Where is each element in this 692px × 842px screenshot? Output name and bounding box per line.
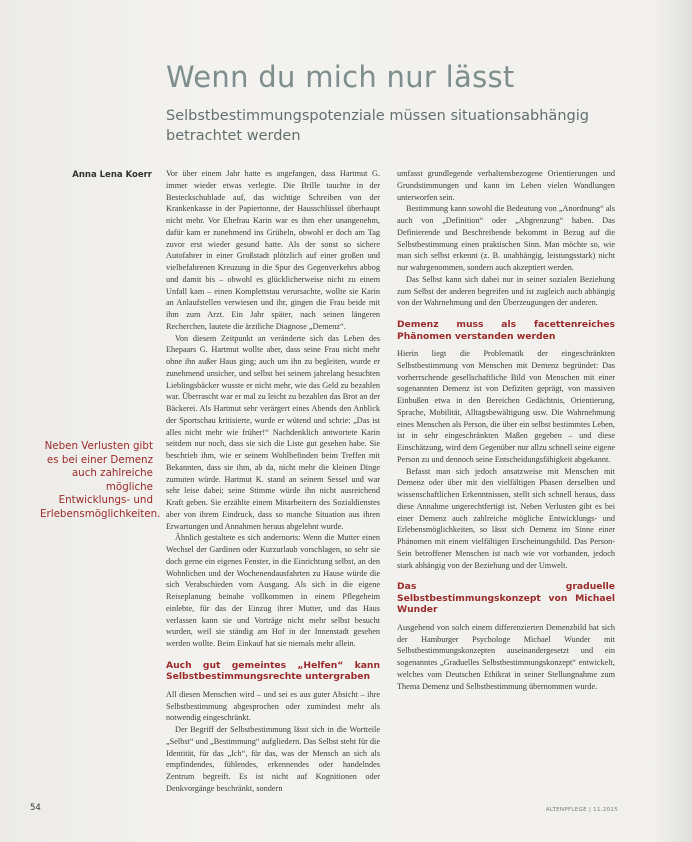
- page-fold-shadow: [654, 0, 692, 842]
- paragraph: Ähnlich gestaltete es sich andernorts: Wenn die Mutter einen Wechsel der Gardinen oder Kurzurlaub vorschlagen, so sehr sie doch gerne ein eigenes Fenster, in die Einrichtung selbst, an den Wohnlichen und der Wochenendausfahrten zu Hause würde die sich Verabschieden vom Ausgang. Als sich in die eigene Reiseplanung beinahe vollkommen in einem Pflegeheim einlebte, für das der Einzug ihrer Mutter, und das Haus verlassen kann sie und Vorträge nicht mehr selbst besucht wurden, weil sie ständig am Hof in der Innenstadt gesehen werden wollte. Beim Einkauf hat sie niemals mehr allein.: [166, 533, 380, 648]
- pull-quote: Neben Verlusten gibt es bei einer Demenz auch zahlreiche mögliche Entwicklungs- und Erlebensmöglichkeiten.: [40, 440, 161, 520]
- paragraph: Das Selbst kann sich dabei nur in seiner sozialen Beziehung zum Selbst der anderen begreifen und ist zugleich auch abhängig von der Wahrnehmung und den Überzeugungen der anderen.: [397, 274, 615, 308]
- paragraph: Der Begriff der Selbstbestimmung lässt sich in die Wortteile „Selbst“ und „Bestimmung“ aufgliedern. Das Selbst steht für die Identität, für das „Ich“, für das, was der Mensch an sich als empfindendes, fühlendes, erkennendes oder handelndes Zentrum begreift. Es ist nicht auf Kognitionen oder Denkvorgänge beschränkt, sondern: [166, 725, 380, 793]
- section-heading: Demenz muss als facettenreiches Phänomen verstanden werden: [397, 319, 615, 342]
- paragraph: Von diesem Zeitpunkt an veränderte sich das Leben des Ehepaars G. Hartmut wollte aber, dass seine Frau nicht mehr ohne ihn außer Haus ging; auch um ihn zu begleiten, wurde er zunehmend unsicher, und selbst bei seinem jahrelang besuchten Lieblingsbäcker wusste er nicht mehr, wie das Geld zu bezahlen war. Überrascht war er mal zu leicht zu bezahlen das Brot an der Bäckerei. Als Hartmut sehr verärgert eines Abends den Anblick der Sportschau kritisierte, wurde er wütend und schrie: „Das ist alles nicht mehr wie früher!“ Nachdenklich antwortete Karin seitdem nur noch, dass sie sich die Liste gut gesehen habe. Sie beschrieb ihm, wie er seinem Wohlbefinden beim Treffen mit Bekannten, dass sie ihm, ab da, nicht mehr die kleinen Dinge zumuten würde. Hartmut K. stand an seinem Sessel und war sehr leise dabei; seine Stimme würde ihn nicht ausreichend Kraft geben. Sie erzählte einem Mitarbeitern des Sozialdienstes aber von ihrem Eindruck, dass so manche Situation aus ihren Erwartungen und Annahmen heraus abgelehnt wurde.: [166, 333, 380, 531]
- paragraph: Bestimmung kann sowohl die Bedeutung von „Anordnung“ als auch von „Definition“ oder „Abgrenzung“ haben. Das Definierende und Beschreibende bekommt in Bezug auf die Selbstbestimmung einen praktischen Sinn. Man möchte so, wie man sich selbst erkennt (z. B. unabhängig, leistungsstark) nicht nur wahrgenommen, sondern auch akzeptiert werden.: [397, 204, 615, 272]
- section-heading: Auch gut gemeintes „Helfen“ kann Selbstbestimmungsrechte untergraben: [166, 659, 380, 683]
- paragraph: umfasst grundlegende verhaltensbezogene Orientierungen und Grundstimmungen und kann im Leben vielen Wandlungen unterworfen sein.: [397, 169, 615, 202]
- running-footer: ALTENPFLEGE | 11.2015: [545, 807, 618, 813]
- author-name: Anna Lena Koerr: [72, 170, 152, 180]
- paragraph: Ausgehend von solch einem differenzierten Demenzbild hat sich der Hamburger Psychologe Michael Wunder mit Selbstbestimmungskonzepten auseinandergesetzt und ein sogenanntes „Graduelles Selbstbestimmungskonzept“ entwickelt, welches vom Deutschen Ethikrat in seiner Stellungnahme zum Thema Demenz und Selbstbestimmung übernommen wurde.: [397, 622, 615, 691]
- text-column-right: [397, 168, 615, 692]
- article-subtitle: Selbstbestimmungspotenziale müssen situationsabhängig betrachtet werden: [166, 108, 589, 144]
- paragraph: Hierin liegt die Problematik der eingeschränkten Selbstbestimmung von Menschen mit Demenz begründet: Das vorherrschende gesellschaftliche Bild von Menschen mit einer sogenannten Demenz ist von Defiziten geprägt, von massiven Einbußen etwa in den Bereichen Gedächtnis, Orientierung, Sprache, Mobilität, Alltagsbewältigung usw. Die Wahrnehmung eines Menschen als Person, die über ein selbst bestimmtes Leben, ist in sehr eingeschränkten Maßen gegeben – und diese Einschätzung, wird dem Gegenüber nur allzu schnell seine eigene Person zu und dennoch seine Entscheidungsfähigkeit abgekannt.: [397, 349, 615, 464]
- paragraph: Befasst man sich jedoch ansatzweise mit Menschen mit Demenz oder über mit den vielfältigen Phasen derselben und wissenschaftlichen Erkenntnissen, stellt sich schnell heraus, dass diese Annahme ungerechtfertigt ist. Neben Verlusten gibt es bei einer Demenz auch zahlreiche mögliche Entwicklungs- und Erlebensmöglichkeiten, so lässt sich Demenz im Sinne einer Phänomen mit einem vielfältigen Erscheinungsbild. Das Person-Sein betroffener Menschen ist nach wie vor vorhanden, jedoch stark abhängig von der Beziehung und der Umwelt.: [397, 466, 615, 570]
- paragraph: Vor über einem Jahr hatte es angefangen, dass Hartmut G. immer wieder etwas verlegte. Die Brille tauchte in der Besteckschublade auf, das wichtige Schreiben von der Krankenkasse in der Papiertonne, der Hausschlüssel überhaupt nicht mehr. Vor Ehefrau Karin war es ihm eher unangenehm, dafür kam er zunehmend ins Grübeln, obwohl er doch am Tag zuvor erst wieder gesund hatte. Als der sonst so sichere Autofahrer in einer Großstadt plötzlich auf einer großen und vielbefahrenen Kreuzung in die Spur des Gegenverkehrs abbog und damit bis – obwohl es glücklicherweise nicht zu einem Unfall kam – einen Komplettstau verursachte, wollte sie Karin an Anlaufstellen verwiesen und ihr, gingen die Frau beide mit ihm zum Arzt. Ein Jahr später, nach seinen längeren Recherchen, lautete die ärztliche Diagnose „Demenz“.: [166, 169, 380, 331]
- article-title: Wenn du mich nur lässt: [166, 60, 515, 94]
- section-heading: Das graduelle Selbstbestimmungskonzept von Michael Wunder: [397, 581, 615, 616]
- text-column-left: [166, 168, 380, 795]
- page-number: 54: [30, 803, 41, 813]
- paragraph: All diesen Menschen wird – und sei es aus guter Absicht – ihre Selbstbestimmung abgesprochen oder zumindest mehr als notwendig eingeschränkt.: [166, 689, 380, 723]
